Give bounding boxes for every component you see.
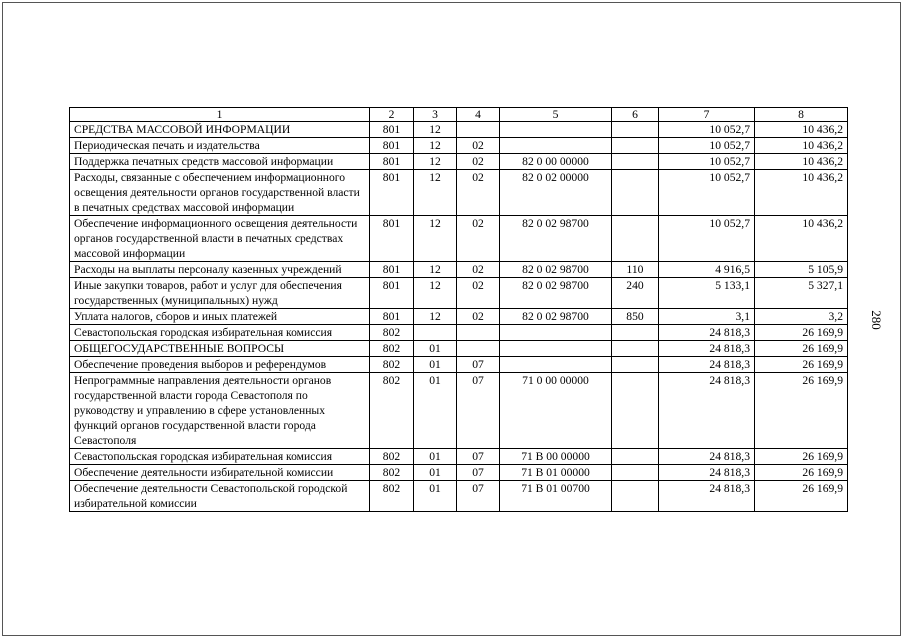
budget-table <box>69 107 848 512</box>
item-name-cell: ОБЩЕГОСУДАРСТВЕННЫЕ ВОПРОСЫ <box>70 341 370 357</box>
target-article-cell: 71 0 00 00000 <box>500 373 612 449</box>
subsection-code-cell: 02 <box>457 170 500 216</box>
expense-type-cell <box>612 481 659 512</box>
section-code-cell: 01 <box>414 373 457 449</box>
ministry-code-cell: 802 <box>370 449 414 465</box>
table-row <box>70 216 848 262</box>
table-row <box>70 262 848 278</box>
amount-year2-cell: 26 169,9 <box>755 357 848 373</box>
amount-year1-cell: 24 818,3 <box>659 465 755 481</box>
expense-type-cell <box>612 138 659 154</box>
amount-year1-cell: 10 052,7 <box>659 170 755 216</box>
table-row <box>70 357 848 373</box>
ministry-code-cell: 802 <box>370 325 414 341</box>
target-article-cell: 82 0 00 00000 <box>500 154 612 170</box>
section-code-cell <box>414 325 457 341</box>
expense-type-cell <box>612 341 659 357</box>
amount-year2-cell: 26 169,9 <box>755 325 848 341</box>
table-row <box>70 154 848 170</box>
table-row <box>70 122 848 138</box>
item-name-cell: Севастопольская городская избирательная комиссия <box>70 449 370 465</box>
header-cell: 4 <box>457 108 500 122</box>
header-cell: 7 <box>659 108 755 122</box>
expense-type-cell <box>612 465 659 481</box>
amount-year1-cell: 24 818,3 <box>659 481 755 512</box>
expense-type-cell <box>612 170 659 216</box>
subsection-code-cell: 07 <box>457 465 500 481</box>
table-row <box>70 309 848 325</box>
section-code-cell: 12 <box>414 170 457 216</box>
amount-year2-cell: 10 436,2 <box>755 216 848 262</box>
ministry-code-cell: 802 <box>370 357 414 373</box>
expense-type-cell <box>612 357 659 373</box>
header-cell: 3 <box>414 108 457 122</box>
expense-type-cell: 110 <box>612 262 659 278</box>
amount-year2-cell: 10 436,2 <box>755 138 848 154</box>
item-name-cell: Расходы на выплаты персоналу казенных учреждений <box>70 262 370 278</box>
expense-type-cell <box>612 373 659 449</box>
amount-year1-cell: 10 052,7 <box>659 138 755 154</box>
subsection-code-cell: 02 <box>457 138 500 154</box>
ministry-code-cell: 801 <box>370 216 414 262</box>
amount-year2-cell: 10 436,2 <box>755 170 848 216</box>
subsection-code-cell: 02 <box>457 154 500 170</box>
section-code-cell: 12 <box>414 278 457 309</box>
header-cell: 8 <box>755 108 848 122</box>
amount-year2-cell: 26 169,9 <box>755 481 848 512</box>
target-article-cell: 71 В 01 00700 <box>500 481 612 512</box>
header-row <box>70 108 848 122</box>
subsection-code-cell: 02 <box>457 216 500 262</box>
item-name-cell: Периодическая печать и издательства <box>70 138 370 154</box>
target-article-cell: 82 0 02 98700 <box>500 309 612 325</box>
amount-year1-cell: 5 133,1 <box>659 278 755 309</box>
amount-year1-cell: 24 818,3 <box>659 373 755 449</box>
subsection-code-cell: 07 <box>457 357 500 373</box>
target-article-cell: 82 0 02 98700 <box>500 216 612 262</box>
section-code-cell: 01 <box>414 481 457 512</box>
table-row <box>70 465 848 481</box>
expense-type-cell <box>612 325 659 341</box>
ministry-code-cell: 802 <box>370 465 414 481</box>
header-cell: 1 <box>70 108 370 122</box>
ministry-code-cell: 801 <box>370 309 414 325</box>
amount-year1-cell: 3,1 <box>659 309 755 325</box>
target-article-cell: 71 В 00 00000 <box>500 449 612 465</box>
section-code-cell: 12 <box>414 138 457 154</box>
amount-year1-cell: 10 052,7 <box>659 122 755 138</box>
amount-year2-cell: 26 169,9 <box>755 341 848 357</box>
target-article-cell: 71 В 01 00000 <box>500 465 612 481</box>
amount-year1-cell: 24 818,3 <box>659 325 755 341</box>
section-code-cell: 12 <box>414 262 457 278</box>
header-cell: 6 <box>612 108 659 122</box>
ministry-code-cell: 802 <box>370 373 414 449</box>
section-code-cell: 01 <box>414 341 457 357</box>
table-row <box>70 278 848 309</box>
ministry-code-cell: 801 <box>370 122 414 138</box>
table-row <box>70 325 848 341</box>
expense-type-cell <box>612 216 659 262</box>
item-name-cell: Расходы, связанные с обеспечением информационного освещения деятельности органов государственной власти в печатных средствах массовой информации <box>70 170 370 216</box>
subsection-code-cell: 02 <box>457 278 500 309</box>
item-name-cell: Непрограммные направления деятельности органов государственной власти города Севастополя по руководству и управлению в сфере установленных функций органов государственной власти города Севастополя <box>70 373 370 449</box>
table-row <box>70 170 848 216</box>
amount-year2-cell: 5 327,1 <box>755 278 848 309</box>
amount-year2-cell: 5 105,9 <box>755 262 848 278</box>
expense-type-cell <box>612 122 659 138</box>
ministry-code-cell: 801 <box>370 154 414 170</box>
target-article-cell: 82 0 02 00000 <box>500 170 612 216</box>
subsection-code-cell <box>457 325 500 341</box>
amount-year1-cell: 24 818,3 <box>659 341 755 357</box>
ministry-code-cell: 801 <box>370 278 414 309</box>
header-cell: 5 <box>500 108 612 122</box>
item-name-cell: Севастопольская городская избирательная комиссия <box>70 325 370 341</box>
target-article-cell <box>500 325 612 341</box>
item-name-cell: Иные закупки товаров, работ и услуг для обеспечения государственных (муниципальных) нужд <box>70 278 370 309</box>
amount-year1-cell: 4 916,5 <box>659 262 755 278</box>
target-article-cell <box>500 341 612 357</box>
amount-year2-cell: 10 436,2 <box>755 122 848 138</box>
ministry-code-cell: 802 <box>370 481 414 512</box>
table-row <box>70 138 848 154</box>
ministry-code-cell: 801 <box>370 138 414 154</box>
item-name-cell: Обеспечение проведения выборов и референдумов <box>70 357 370 373</box>
target-article-cell <box>500 122 612 138</box>
table-row <box>70 373 848 449</box>
target-article-cell: 82 0 02 98700 <box>500 262 612 278</box>
amount-year2-cell: 26 169,9 <box>755 449 848 465</box>
expense-type-cell <box>612 154 659 170</box>
amount-year2-cell: 3,2 <box>755 309 848 325</box>
amount-year2-cell: 26 169,9 <box>755 373 848 449</box>
section-code-cell: 12 <box>414 122 457 138</box>
item-name-cell: Поддержка печатных средств массовой информации <box>70 154 370 170</box>
item-name-cell: Уплата налогов, сборов и иных платежей <box>70 309 370 325</box>
item-name-cell: Обеспечение информационного освещения деятельности органов государственной власти в печатных средствах массовой информации <box>70 216 370 262</box>
section-code-cell: 01 <box>414 357 457 373</box>
amount-year2-cell: 10 436,2 <box>755 154 848 170</box>
expense-type-cell: 240 <box>612 278 659 309</box>
ministry-code-cell: 801 <box>370 262 414 278</box>
subsection-code-cell: 02 <box>457 262 500 278</box>
item-name-cell: Обеспечение деятельности избирательной комиссии <box>70 465 370 481</box>
amount-year1-cell: 10 052,7 <box>659 154 755 170</box>
section-code-cell: 12 <box>414 309 457 325</box>
subsection-code-cell <box>457 122 500 138</box>
subsection-code-cell: 07 <box>457 373 500 449</box>
table-row <box>70 481 848 512</box>
page-number: 280 <box>869 310 884 330</box>
target-article-cell: 82 0 02 98700 <box>500 278 612 309</box>
item-name-cell: Обеспечение деятельности Севастопольской городской избирательной комиссии <box>70 481 370 512</box>
subsection-code-cell: 07 <box>457 449 500 465</box>
table-row <box>70 341 848 357</box>
section-code-cell: 01 <box>414 465 457 481</box>
target-article-cell <box>500 357 612 373</box>
expense-type-cell: 850 <box>612 309 659 325</box>
table-row <box>70 449 848 465</box>
amount-year1-cell: 24 818,3 <box>659 449 755 465</box>
subsection-code-cell <box>457 341 500 357</box>
expense-type-cell <box>612 449 659 465</box>
item-name-cell: СРЕДСТВА МАССОВОЙ ИНФОРМАЦИИ <box>70 122 370 138</box>
subsection-code-cell: 07 <box>457 481 500 512</box>
section-code-cell: 12 <box>414 216 457 262</box>
ministry-code-cell: 802 <box>370 341 414 357</box>
subsection-code-cell: 02 <box>457 309 500 325</box>
target-article-cell <box>500 138 612 154</box>
header-cell: 2 <box>370 108 414 122</box>
amount-year1-cell: 24 818,3 <box>659 357 755 373</box>
amount-year2-cell: 26 169,9 <box>755 465 848 481</box>
amount-year1-cell: 10 052,7 <box>659 216 755 262</box>
section-code-cell: 12 <box>414 154 457 170</box>
ministry-code-cell: 801 <box>370 170 414 216</box>
section-code-cell: 01 <box>414 449 457 465</box>
